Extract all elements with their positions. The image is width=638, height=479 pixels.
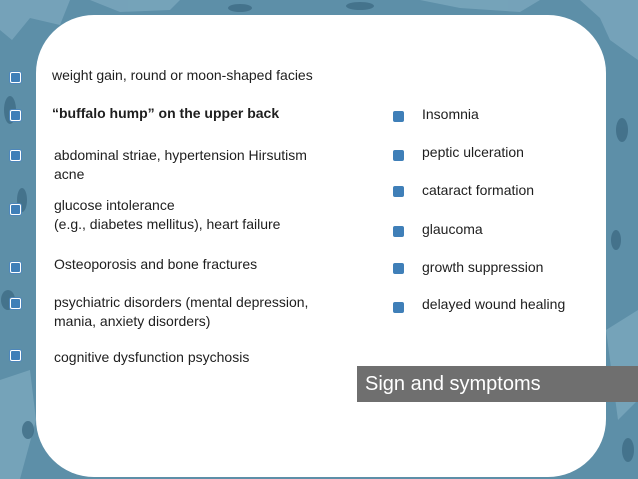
bullet-icon bbox=[10, 72, 21, 83]
symptom-glaucoma: glaucoma bbox=[422, 221, 483, 237]
bullet-icon bbox=[393, 111, 404, 122]
symptom-delayed-wound-healing: delayed wound healing bbox=[422, 296, 566, 312]
symptom-weight-gain: weight gain, round or moon-shaped facies bbox=[52, 67, 313, 83]
bullet-icon bbox=[10, 298, 21, 309]
symptom-psychiatric-disorders: psychiatric disorders (mental depression, mania, anxiety disorders) bbox=[54, 294, 309, 329]
bullet-icon bbox=[10, 150, 21, 161]
symptom-insomnia: Insomnia bbox=[422, 106, 479, 122]
slide-title: Sign and symptoms bbox=[365, 373, 541, 395]
bullet-icon bbox=[10, 110, 21, 121]
bullet-icon bbox=[10, 204, 21, 215]
bullet-icon bbox=[393, 302, 404, 313]
symptom-peptic-ulceration: peptic ulceration bbox=[422, 144, 524, 160]
bullet-icon bbox=[10, 262, 21, 273]
symptom-cataract-formation: cataract formation bbox=[422, 182, 535, 198]
bullet-icon bbox=[10, 350, 21, 361]
bullet-icon bbox=[393, 150, 404, 161]
title-banner bbox=[357, 366, 638, 402]
symptom-abdominal-striae: abdominal striae, hypertension Hirsutism acne bbox=[54, 147, 307, 182]
symptom-osteoporosis: Osteoporosis and bone fractures bbox=[54, 256, 258, 272]
symptom-glucose-intolerance: glucose intolerance (e.g., diabetes mellitus), heart failure bbox=[54, 197, 281, 232]
bullet-icon bbox=[393, 226, 404, 237]
bullet-icon bbox=[393, 263, 404, 274]
symptom-growth-suppression: growth suppression bbox=[422, 259, 544, 275]
symptom-buffalo-hump: “buffalo hump” on the upper back bbox=[52, 105, 280, 121]
symptom-cognitive-dysfunction: cognitive dysfunction psychosis bbox=[54, 349, 250, 365]
bullet-icon bbox=[393, 186, 404, 197]
